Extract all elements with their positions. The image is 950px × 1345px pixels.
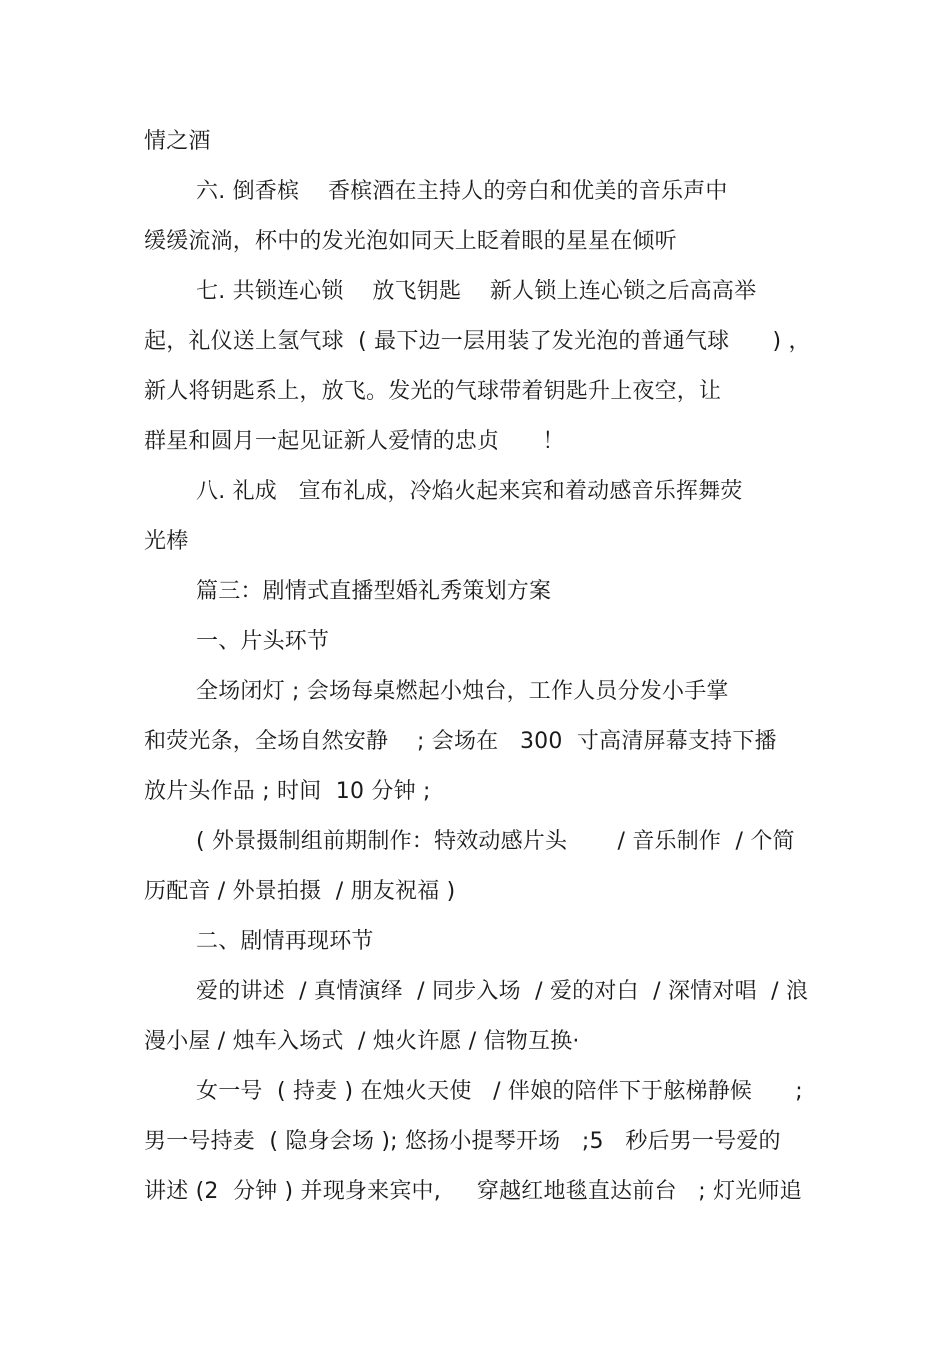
text-line-14: 放片头作品 ; 时间 10 分钟 ; <box>144 779 431 804</box>
text-line-15: ( 外景摄制组前期制作：特效动感片头 / 音乐制作 / 个简 <box>196 829 795 854</box>
section-heading: 篇三：剧情式直播型婚礼秀策划方案 <box>196 579 552 604</box>
text-line-21: 男一号持麦 ( 隐身会场 ); 悠扬小提琴开场 ;5 秒后男一号爱的 <box>144 1129 781 1154</box>
text-line-6: 新人将钥匙系上，放飞。发光的气球带着钥匙升上夜空，让 <box>144 379 722 404</box>
text-line-8: 八. 礼成 宣布礼成，冷焰火起来宾和着动感音乐挥舞荧 <box>196 479 743 504</box>
text-line-2: 六. 倒香槟 香槟酒在主持人的旁白和优美的音乐声中 <box>196 179 728 204</box>
text-line-12: 全场闭灯 ; 会场每桌燃起小烛台，工作人员分发小手掌 <box>196 679 729 704</box>
text-line-19: 漫小屋 / 烛车入场式 / 烛火许愿 / 信物互换· <box>144 1029 580 1054</box>
subsection-heading-2: 二、剧情再现环节 <box>196 929 374 954</box>
text-line-7: 群星和圆月一起见证新人爱情的忠贞 ！ <box>144 429 565 454</box>
subsection-heading-1: 一、片头环节 <box>196 629 330 654</box>
text-line-9: 光棒 <box>144 529 189 554</box>
text-line-20: 女一号 ( 持麦 ) 在烛火天使 / 伴娘的陪伴下于舷梯静候 ; <box>196 1079 803 1104</box>
text-line-16: 历配音 / 外景拍摄 / 朋友祝福 ) <box>144 879 456 904</box>
text-line-13: 和荧光条，全场自然安静 ; 会场在 300 寸高清屏幕支持下播 <box>144 729 777 754</box>
text-line-18: 爱的讲述 / 真情演绎 / 同步入场 / 爱的对白 / 深情对唱 / 浪 <box>196 979 809 1004</box>
text-line-5: 起，礼仪送上氢气球 ( 最下边一层用装了发光泡的普通气球 ) ， <box>144 329 811 354</box>
text-line-3: 缓缓流淌，杯中的发光泡如同天上眨着眼的星星在倾听 <box>144 229 677 254</box>
text-line-1: 情之酒 <box>144 129 211 154</box>
text-line-22: 讲述 (2 分钟 ) 并现身来宾中, 穿越红地毯直达前台 ; 灯光师追 <box>144 1179 802 1204</box>
text-line-4: 七. 共锁连心锁 放飞钥匙 新人锁上连心锁之后高高举 <box>196 279 757 304</box>
